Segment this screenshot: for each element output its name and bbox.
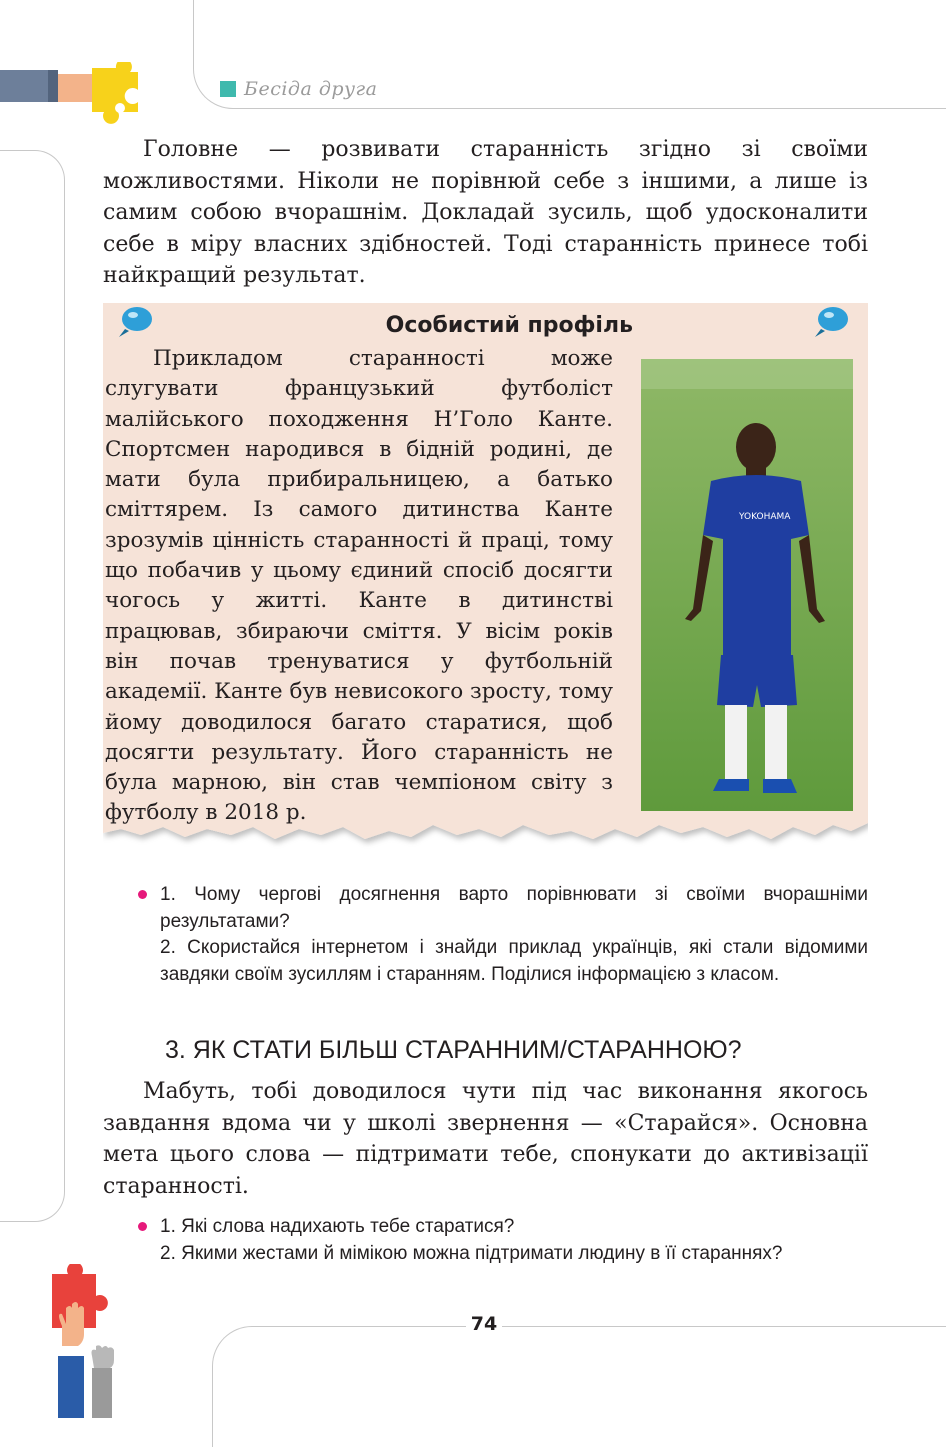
- question-2: 2. Якими жестами й мімікою можна підтримати людину в її стараннях?: [160, 1242, 783, 1264]
- page-number: 74: [466, 1313, 502, 1335]
- pin-icon: [117, 305, 157, 339]
- header-label: Бесіда друга: [244, 78, 378, 100]
- hand-puzzle-icon: [48, 1264, 128, 1418]
- section-paragraph: Мабуть, тобі доводилося чути під час виконання якогось завдання вдома чи у школі звернення — «Старайся». Основна мета цього слова — підтримати тебе, спонукати до активізації старанності.: [103, 1079, 868, 1199]
- question-1: 1. Які слова надихають тебе старатися?: [160, 1216, 515, 1237]
- profile-text: Прикладом старанності може слугувати французький футболіст малійського походження Н’Голо Канте. Спортсмен народився в бідній родині, де мати була прибиральницею, а батько сміттярем. Із самого дитинства Канте зрозумів цінність старанності й праці, тому що побачив у цьому єдиний спосіб досягти чогось у житті. Канте в дитинстві працював, збираючи сміття. У вісім років він почав тренуватися у футбольній академії. Канте був невисокого зросту, тому йому доводилося багато старатися, щоб досягти результату. Його старанність не була марною, він став чемпіоном світу з футболу в 2018 р.: [105, 346, 613, 826]
- bullet-icon: [138, 890, 147, 899]
- intro-paragraph: Головне — розвивати старанність згідно зі своїми можливостями. Ніколи не порівнюй себе з іншими, а лише із самим собою вчорашнім. Докладай зусиль, щоб удосконалити себе в міру власних здібностей. Тоді старанність принесе тобі найкращий результат.: [103, 137, 868, 288]
- question-1: 1. Чому чергові досягнення варто порівнювати зі своїми вчорашніми результатами?: [160, 884, 868, 932]
- questions-block-2: [160, 1214, 868, 1267]
- intro-paragraph-block: [103, 134, 868, 292]
- questions-block-1: [160, 882, 868, 988]
- bullet-icon: [138, 1222, 147, 1231]
- page-frame-left: [0, 150, 65, 1222]
- section-paragraph-block: [103, 1076, 868, 1202]
- section-header: [220, 78, 378, 100]
- footballer-photo: [641, 359, 853, 811]
- header-marker: [220, 81, 236, 97]
- hand-puzzle-icon: [0, 62, 160, 124]
- question-2: 2. Скористайся інтернетом і знайди приклад українців, які стали відомими завдяки своїм зусиллям і старанням. Поділися інформацією з класом.: [160, 937, 868, 985]
- pin-icon: [813, 305, 853, 339]
- section-heading: 3. ЯК СТАТИ БІЛЬШ СТАРАННИМ/СТАРАННОЮ?: [165, 1036, 742, 1064]
- profile-box: [103, 303, 868, 855]
- page-frame-bottom: [212, 1326, 946, 1447]
- profile-text-block: [105, 344, 613, 829]
- svg-text:YOKOHAMA: YOKOHAMA: [739, 512, 791, 522]
- profile-title: Особистий профіль: [385, 313, 633, 338]
